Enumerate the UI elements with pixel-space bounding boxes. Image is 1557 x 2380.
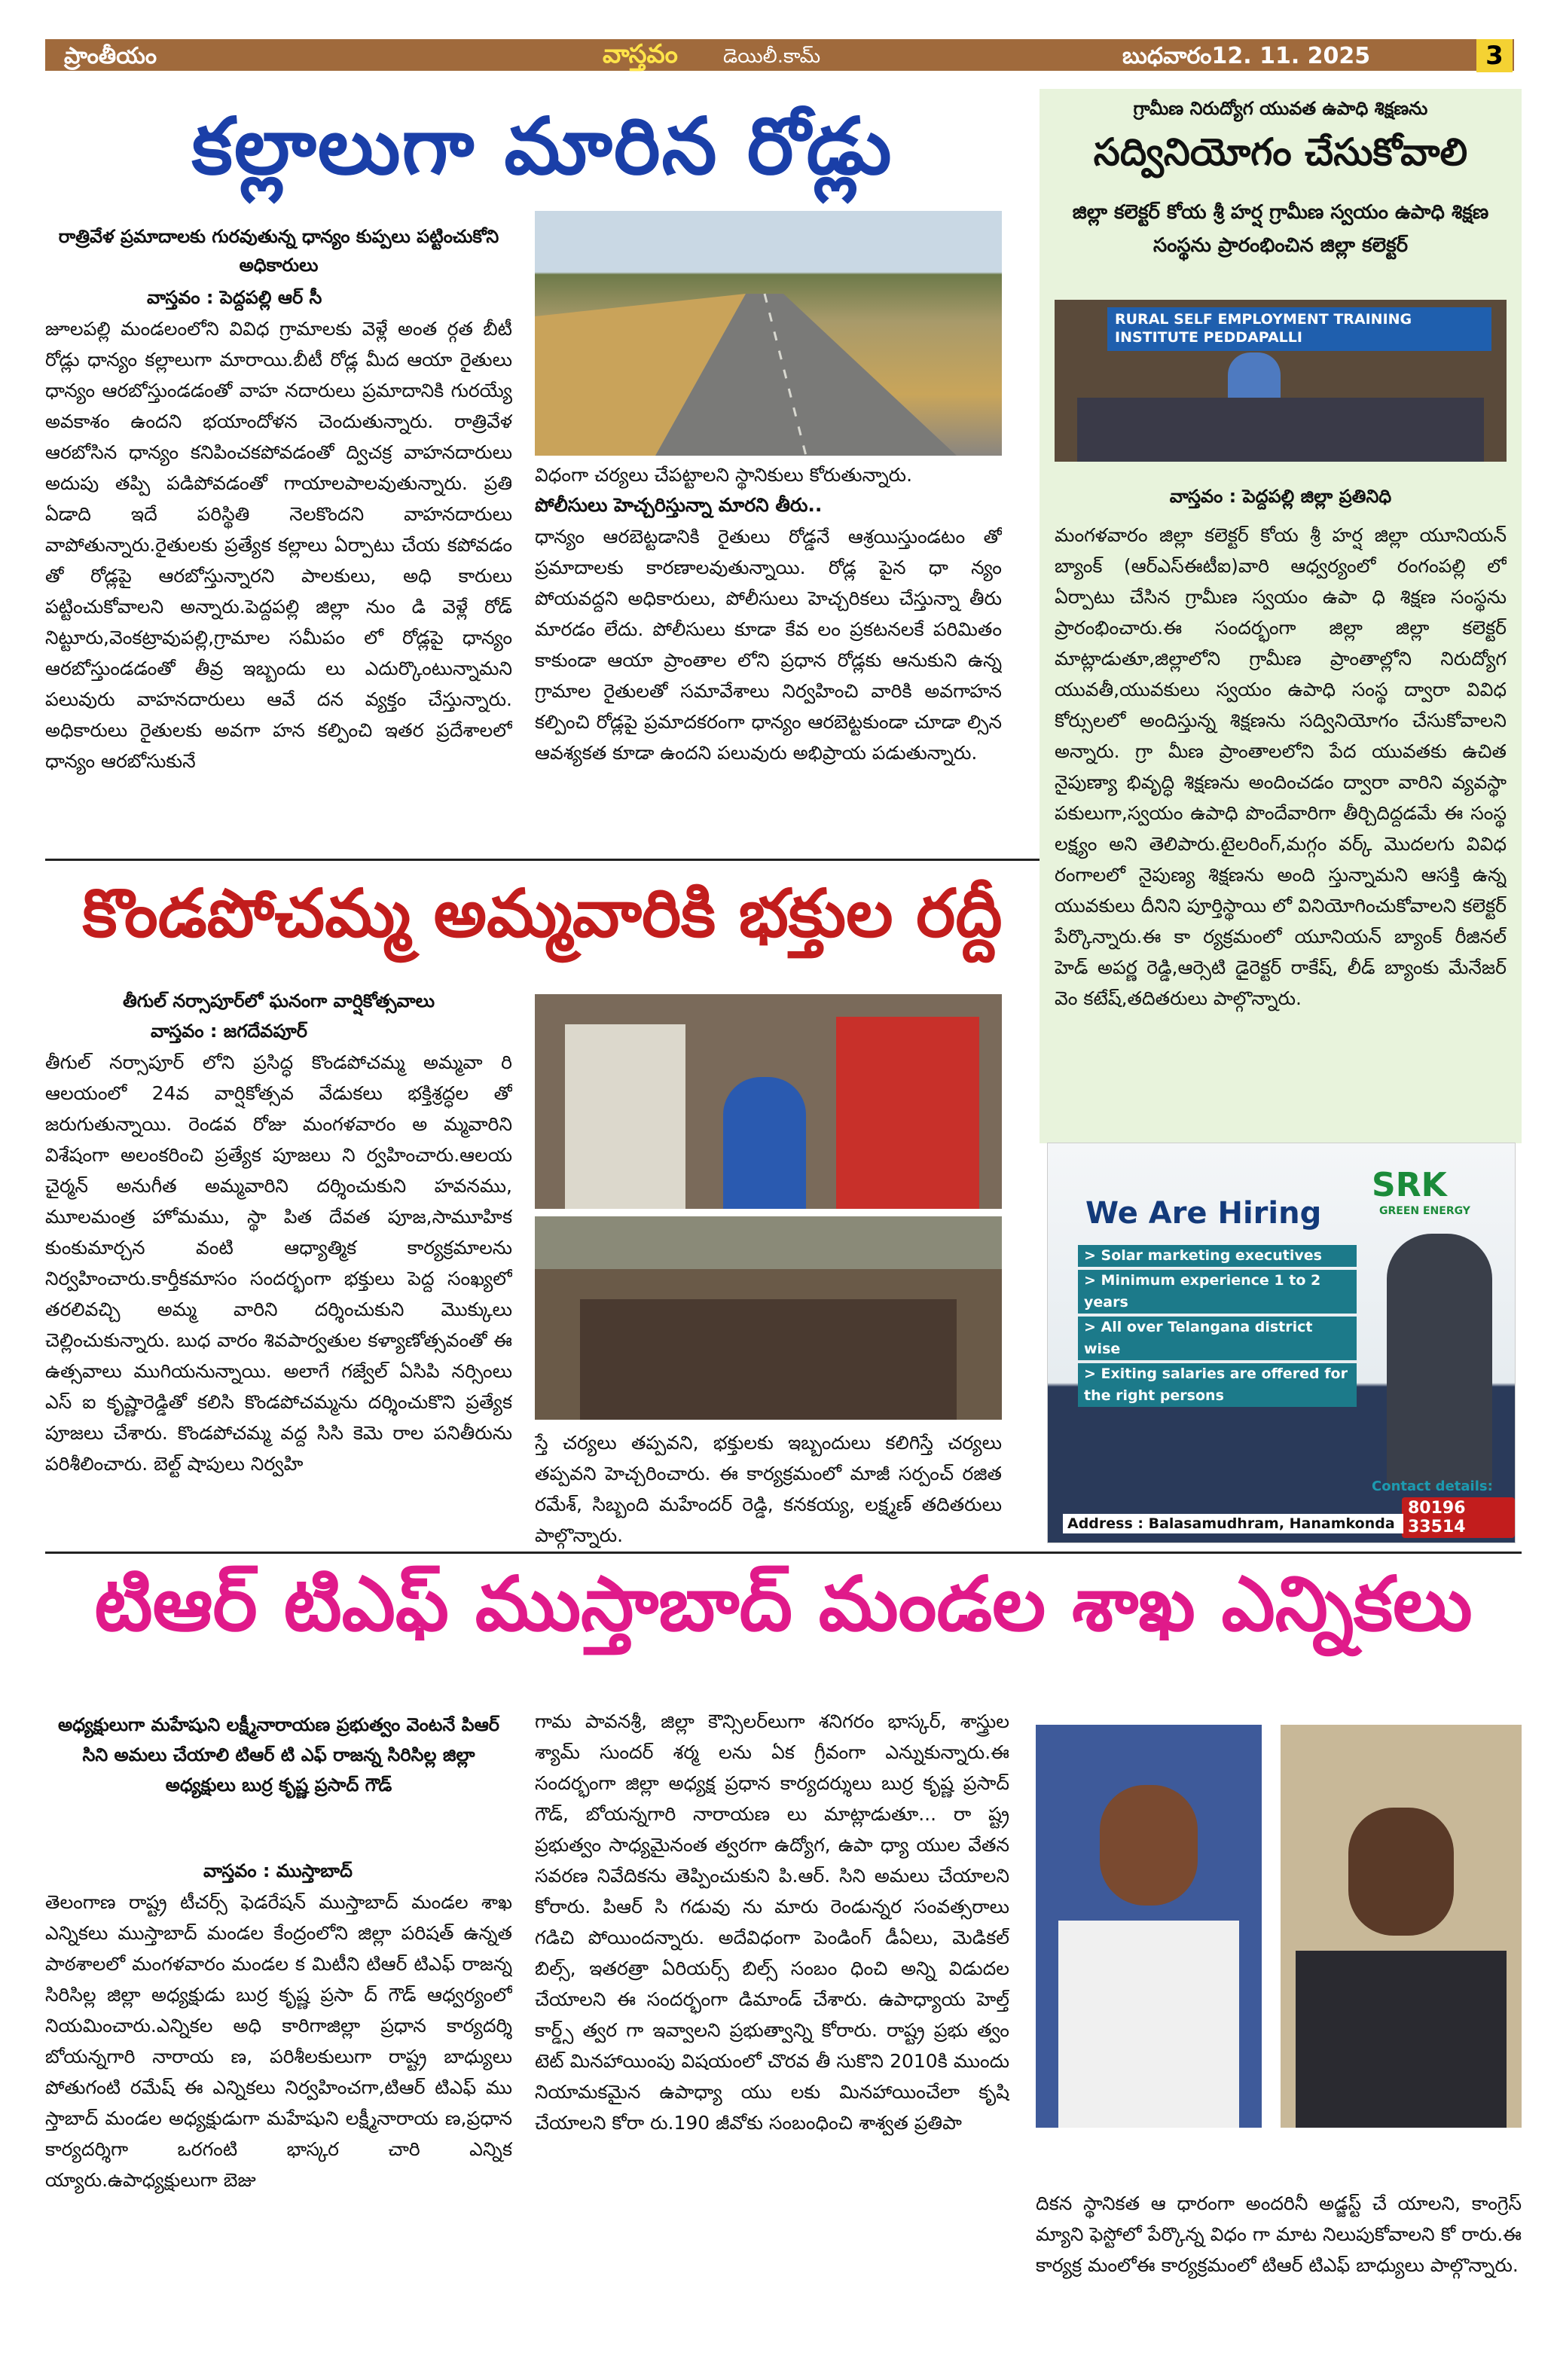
- sidebar-kicker: గ్రామీణ నిరుద్యోగ యువత ఉపాధి శిక్షణను: [1133, 98, 1428, 119]
- story3-column-1: తెలంగాణ రాష్ట్ర టీచర్స్ ఫెడరేషన్ ముస్తాబాద్ మండల శాఖ ఎన్నికలు ముస్తాబాద్ మండల కేంద్రంలోని జిల్లా పరిషత్ ఉన్నత పాఠశాలలో మంగళవారం మండల క మిటీని టిఆర్ టిఎఫ్ రాజన్న సిరిసిల్ల జిల్లా అధ్యక్షుడు బుర్ర కృష్ణ ప్రసా ద్ గౌడ్ ఆధ్వర్యంలో నియమించారు.ఎన్నికల అధి కారిగాజిల్లా ప్రధాన కార్యదర్శి బోయన్నగారి నారాయ ణ, పరిశీలకులుగా రాష్ట్ర బాధ్యులు పోతుగంటి రమేష్ ఈ ఎన్నికలు నిర్వహించగా,టిఆర్ టిఎఫ్ ము స్తాబాద్ మండల అధ్యక్షుడుగా మహేషుని లక్ష్మీనారాయ ణ,ప్రధాన కార్యదర్శిగా ఒరగంటి భాస్కర చారి ఎన్నిక య్యారు.ఉపాధ్యక్షులుగా బెజు: [45, 1891, 512, 2191]
- story1-column-1: జూలపల్లి మండలంలోని వివిధ గ్రామాలకు వెళ్లే అంత ర్గత బీటీ రోడ్లు ధాన్యం కల్లాలుగా మారాయి.బీటీ రోడ్ల మీద ఆయా రైతులు ధాన్యం ఆరబోస్తుండడంతో వాహ నదారులు ప్రమాదానికి గురయ్యే అవకాశం ఉందని భయాందోళన చెందుతున్నారు. రాత్రివేళ ఆరబోసిన ధాన్యం కనిపించకపోవడంతో ద్విచక్ర వాహనదారులు అదుపు తప్పి పడిపోవడంతో గాయాలపాలవుతున్నారు. ప్రతి ఏడాది ఇదే పరిస్థితి నెలకొందని వాహనదారులు వాపోతున్నారు.రైతులకు ప్రత్యేక కల్లాలు ఏర్పాటు చేయ కపోవడం తో రోడ్లపై ఆరబోస్తున్నారని పాలకులు, అధి కారులు పట్టించుకోవాలని అన్నారు.పెద్దపల్లి జిల్లా నుం డి వెళ్లే రోడ్ నిట్టూరు,వెంకట్రావుపల్లి,గ్రామాల సమీపం లో రోడ్లపై ధాన్యం ఆరబోస్తుండడంతో తీవ్ర ఇబ్బందు లు ఎదుర్కొంటున్నామని పలువురు వాహనదారులు ఆవే దన వ్యక్తం చేస్తున్నారు. అధికారులు రైతులకు అవగా హన కల్పించి ఇతర ప్రదేశాలలో ధాన్యం ఆరబోసుకునే: [45, 318, 512, 772]
- ad-contact-label: Contact details:: [1372, 1478, 1493, 1494]
- newspaper-logo: వాస్తవం: [603, 39, 678, 69]
- story2-headline: కొండపోచమ్మ అమ్మవారికి భక్తుల రద్దీ: [82, 874, 1003, 952]
- divider: [45, 859, 1040, 861]
- divider: [45, 1552, 1522, 1554]
- story2-photo-havan: [535, 1216, 1002, 1420]
- page-number: 3: [1476, 39, 1513, 72]
- face: [1100, 1785, 1198, 1906]
- deity-idol: [723, 1077, 806, 1209]
- story3-byline: వాస్తవం : ముస్తాబాద్: [203, 1860, 353, 1881]
- portrait-photo-1: [1036, 1725, 1262, 2128]
- story3-headline: టిఆర్ టిఎఫ్ ముస్తాబాద్ మండల శాఖ ఎన్నికలు: [94, 1559, 1473, 1648]
- story1-column-2b: ధాన్యం ఆరబెట్టడానికి రైతులు రోడ్డనే ఆశ్రయిస్తుండటం తో ప్రమాదాలకు కారణాలవుతున్నాయి. రోడ్ల పైన ధా న్యం పోయవద్దని అధికారులు, పోలీసులు హెచ్చరికలు చేస్తున్నా తీరు మారడం లేదు. పోలీసులు కూడా కేవ లం ప్రకటనలకే పరిమితం కాకుండా ఆయా ప్రాంతాల లోని ప్రధాన రోడ్లకు ఆనుకుని ఉన్న గ్రామాల రైతులతో సమావేశాలు నిర్వహించి వారికి అవగాహన కల్పించి రోడ్లపై ప్రమాదకరంగా ధాన్యం ఆరబెట్టకుండా చూడా ల్సిన ఆవశ్యకత కూడా ఉందని పలువురు అభిప్రాయ పడుతున్నారు.: [535, 526, 1002, 764]
- tent-roof: [535, 1216, 1002, 1269]
- ad-point: > Solar marketing executives: [1078, 1245, 1357, 1267]
- sidebar-subhead: జిల్లా కలెక్టర్ కోయ శ్రీ హర్ష గ్రామీణ స్వయం ఉపాధి శిక్షణ సంస్థను ప్రారంభించిన జిల్లా కలెక్టర్: [1072, 201, 1489, 257]
- story2-byline: వాస్తవం : జగదేవపూర్: [151, 1021, 307, 1042]
- sidebar-photo-inauguration: [1055, 300, 1507, 462]
- training-institute-banner: RURAL SELF EMPLOYMENT TRAINING INSTITUTE PEDDAPALLI: [1107, 307, 1491, 351]
- seated-audience: [1077, 398, 1484, 462]
- story1-column-2: విధంగా చర్యలు చేపట్టాలని స్థానికులు కోరుతున్నారు.: [535, 464, 913, 486]
- story2-column-1: తీగుల్ నర్సాపూర్ లోని ప్రసిద్ధ కొండపోచమ్మ అమ్మవా రి ఆలయంలో 24వ వార్షికోత్సవ వేడుకలు భక్తిశ్రద్ధల తో జరుగుతున్నాయి. రెండవ రోజు మంగళవారం అ మ్మవారిని విశేషంగా అలంకరించి ప్రత్యేక పూజలు ని ర్వహించారు.ఆలయ చైర్మన్ అనుగీత అమ్మవారిని దర్శించుకుని హవనము, మూలమంత్ర హోమము, స్థా పిత దేవత పూజ,సామూహిక కుంకుమార్చన వంటి ఆధ్యాత్మిక కార్యక్రమాలను నిర్వహించారు.కార్తీకమాసం సందర్భంగా భక్తులు పెద్ద సంఖ్యలో తరలివచ్చి అమ్మ వారిని దర్శించుకుని మొక్కులు చెల్లించుకున్నారు. బుధ వారం శివపార్వతుల కళ్యాణోత్సవంతో ఈ ఉత్సవాలు ముగియనున్నాయి. అలాగే గజ్వేల్ ఏసిపి నర్సింలు ఎస్ ఐ కృష్ణారెడ్డితో కలిసి కొండపోచమ్మను దర్శించుకొని ప్రత్యేక పూజలు చేశారు. కొండపోచమ్మ వద్ద సిసి కెమె రాల పనితీరును పరిశీలించారు. బెల్ట్ షాపులు నిర్వహి: [45, 1051, 512, 1475]
- woman-model-illustration: [1387, 1234, 1492, 1490]
- story2-subhead: తీగుల్ నర్సాపూర్‌లో ఘనంగా వార్షికోత్సవాలు: [122, 990, 435, 1012]
- sidebar-body: మంగళవారం జిల్లా కలెక్టర్ కోయ శ్రీ హర్ష జిల్లా యూనియన్ బ్యాంక్ (ఆర్ఎస్ఈటీఐ)వారి ఆధ్వర్యంలో రంగంపల్లి లో ఏర్పాటు చేసిన గ్రామీణ స్వయం ఉపా ధి శిక్షణ సంస్థను ప్రారంభించారు.ఈ సందర్భంగా జిల్లా జిల్లా కలెక్టర్ మాట్లాడుతూ,జిల్లాలోని గ్రామీణ ప్రాంతాల్లోని నిరుద్యోగ యువతీ,యువకులు స్వయం ఉపాధి సంస్థ ద్వారా వివిధ కోర్సులలో అందిస్తున్న శిక్షణను సద్వినియోగం చేసుకోవాలని అన్నారు. గ్రా మీణ ప్రాంతాలలోని పేద యువతకు ఉచిత నైపుణ్యా భివృద్ధి శిక్షణను అందించడం ద్వారా వారిని వ్యవస్థా పకులుగా,స్వయం ఉపాధి పొందేవారిగా తీర్చిదిద్దడమే ఈ సంస్థ లక్ష్యం అని తెలిపారు.టైలరింగ్,మగ్గం వర్క్ మొదలగు వివిధ రంగాలలో నైపుణ్య శిక్షణను అంది స్తున్నామని ఆసక్తి ఉన్న యువకులు దీనిని పూర్తిస్థాయి లో వినియోగించుకోవాలని కలెక్టర్ పేర్కొన్నారు.ఈ కా ర్యక్రమంలో యూనియన్ బ్యాంక్ రీజినల్ హెడ్ అపర్ణ రెడ్డి,ఆర్సెటి డైరెక్టర్ రాకేష్, లీడ్ బ్యాంకు మేనేజర్ వెం కటేష్,తదితరులు పాల్గొన్నారు.: [1055, 524, 1507, 1009]
- shirt: [1058, 1921, 1239, 2128]
- srk-logo: SRK: [1372, 1166, 1447, 1204]
- story3-subhead: అధ్యక్షులుగా మహేషుని లక్ష్మీనారాయణ ప్రభుత్వం వెంటనే పిఆర్ సిని అమలు చేయాలి టిఆర్ టి ఎఫ్ రాజన్న సిరిసిల్ల జిల్లా అధ్యక్షులు బుర్ర కృష్ణ ప్రసాద్ గౌడ్: [57, 1714, 500, 1796]
- ad-requirements-list: [1078, 1245, 1357, 1410]
- shirt: [1296, 1951, 1507, 2128]
- face: [1348, 1808, 1454, 1936]
- story1-photo-grain-road: [535, 211, 1002, 456]
- section-label: ప్రాంతీయం: [64, 43, 157, 69]
- seated-devotees: [580, 1299, 957, 1420]
- story2-photo-police-temple: [535, 994, 1002, 1209]
- sidebar-byline: వాస్తవం : పెద్దపల్లి జిల్లా ప్రతినిధి: [1169, 486, 1392, 507]
- srk-logo-sub: GREEN ENERGY: [1379, 1205, 1470, 1217]
- person-figure: [836, 1017, 979, 1209]
- story2-column-2: స్తే చర్యలు తప్పవని, భక్తులకు ఇబ్బందులు కలిగిస్తే చర్యలు తప్పవని హెచ్చరించారు. ఈ కార్యక్రమంలో మాజీ సర్పంచ్ రజిత రమేశ్, సిబ్బంది మహేందర్ రెడ్డి, కనకయ్య, లక్ష్మణ్ తదితరులు పాల్గొన్నారు.: [535, 1432, 1002, 1546]
- issue-date: బుధవారం12. 11. 2025: [1122, 43, 1371, 69]
- newspaper-logo-suffix: డెయిలీ.కామ్: [723, 45, 821, 68]
- story1-subhead: రాత్రివేళ ప్రమాదాలకు గురవుతున్న ధాన్యం కుప్పలు పట్టించుకోని అధికారులు: [58, 226, 499, 276]
- ad-phone: 80196 33514: [1402, 1497, 1515, 1538]
- masthead: [0, 0, 1557, 83]
- road-photo-illustration: [535, 211, 1002, 456]
- ad-point: > All over Telangana district wise: [1078, 1317, 1357, 1360]
- ad-address: Address : Balasamudhram, Hanamkonda: [1063, 1514, 1403, 1533]
- person-figure: [565, 1024, 685, 1209]
- story3-column-2: గామ పావనశ్రీ, జిల్లా కౌన్సిలర్‌లుగా శనిగరం భాస్కర్, శాస్త్రుల శ్యామ్ సుందర్ శర్మ లను ఏక గ్రీవంగా ఎన్నుకున్నారు.ఈ సందర్భంగా జిల్లా అధ్యక్ష ప్రధాన కార్యదర్శులు బుర్ర కృష్ణ ప్రసాద్ గౌడ్, బోయన్నగారి నారాయణ లు మాట్లాడుతూ... రా ష్ట్ర ప్రభుత్వం సాధ్యమైనంత త్వరగా ఉద్యోగ, ఉపా ధ్యా యుల వేతన సవరణ నివేదికను తెప్పించుకుని పి.ఆర్. సిని అమలు చేయాలని కోరారు. పిఆర్ సి గడువు ను మారు రెండున్నర సంవత్సరాలు గడిచి పోయిందన్నారు. అదేవిధంగా పెండింగ్ డీఏలు, మెడికల్ బిల్స్, ఇతరత్రా ఏరియర్స్ బిల్స్ సంబం ధించి అన్ని విడుదల చేయాలని ఈ సందర్భంగా డిమాండ్ చేశారు. ఉపాధ్యాయ హెల్త్ కార్డ్స్ త్వర గా ఇవ్వాలని ప్రభుత్వాన్ని కోరారు. రాష్ట్ర ప్రభు త్వం టెట్ మినహాయింపు విషయంలో చొరవ తీ సుకొని 2010కి ముందు నియామకమైన ఉపాధ్యా యు లకు మినహాయించేలా కృషి చేయాలని కోరా రు.190 జీవోకు సంబంధించి శాశ్వత ప్రతిపా: [535, 1710, 1009, 2134]
- story1-headline: కల్లాలుగా మారిన రోడ్లు: [191, 99, 893, 192]
- ad-point: > Exiting salaries are offered for the right persons: [1078, 1363, 1357, 1407]
- ad-point: > Minimum experience 1 to 2 years: [1078, 1270, 1357, 1314]
- hiring-advertisement: [1047, 1143, 1516, 1543]
- story1-byline: వాస్తవం : పెద్దపల్లి ఆర్ సీ: [147, 287, 322, 308]
- story3-column-3: దికన స్థానికత ఆ ధారంగా అందరినీ అడ్జస్ట్ చే యాలని, కాంగ్రెస్ మ్యాని ఫెస్టోలో పేర్కొన్న విధం గా మాట నిలుపుకోవాలని కో రారు.ఈ కార్యక్ర మంలోఈ కార్యక్రమంలో టిఆర్ టిఎఫ్ బాధ్యులు పాల్గొన్నారు.: [1036, 2192, 1522, 2276]
- ad-title: We Are Hiring: [1085, 1196, 1322, 1231]
- sidebar-title: సద్వినియోగం చేసుకోవాలి: [1093, 130, 1468, 174]
- story1-column-2-subhead: పోలీసులు హెచ్చరిస్తున్నా మారని తీరు..: [535, 494, 823, 516]
- portrait-photo-2: [1281, 1725, 1522, 2128]
